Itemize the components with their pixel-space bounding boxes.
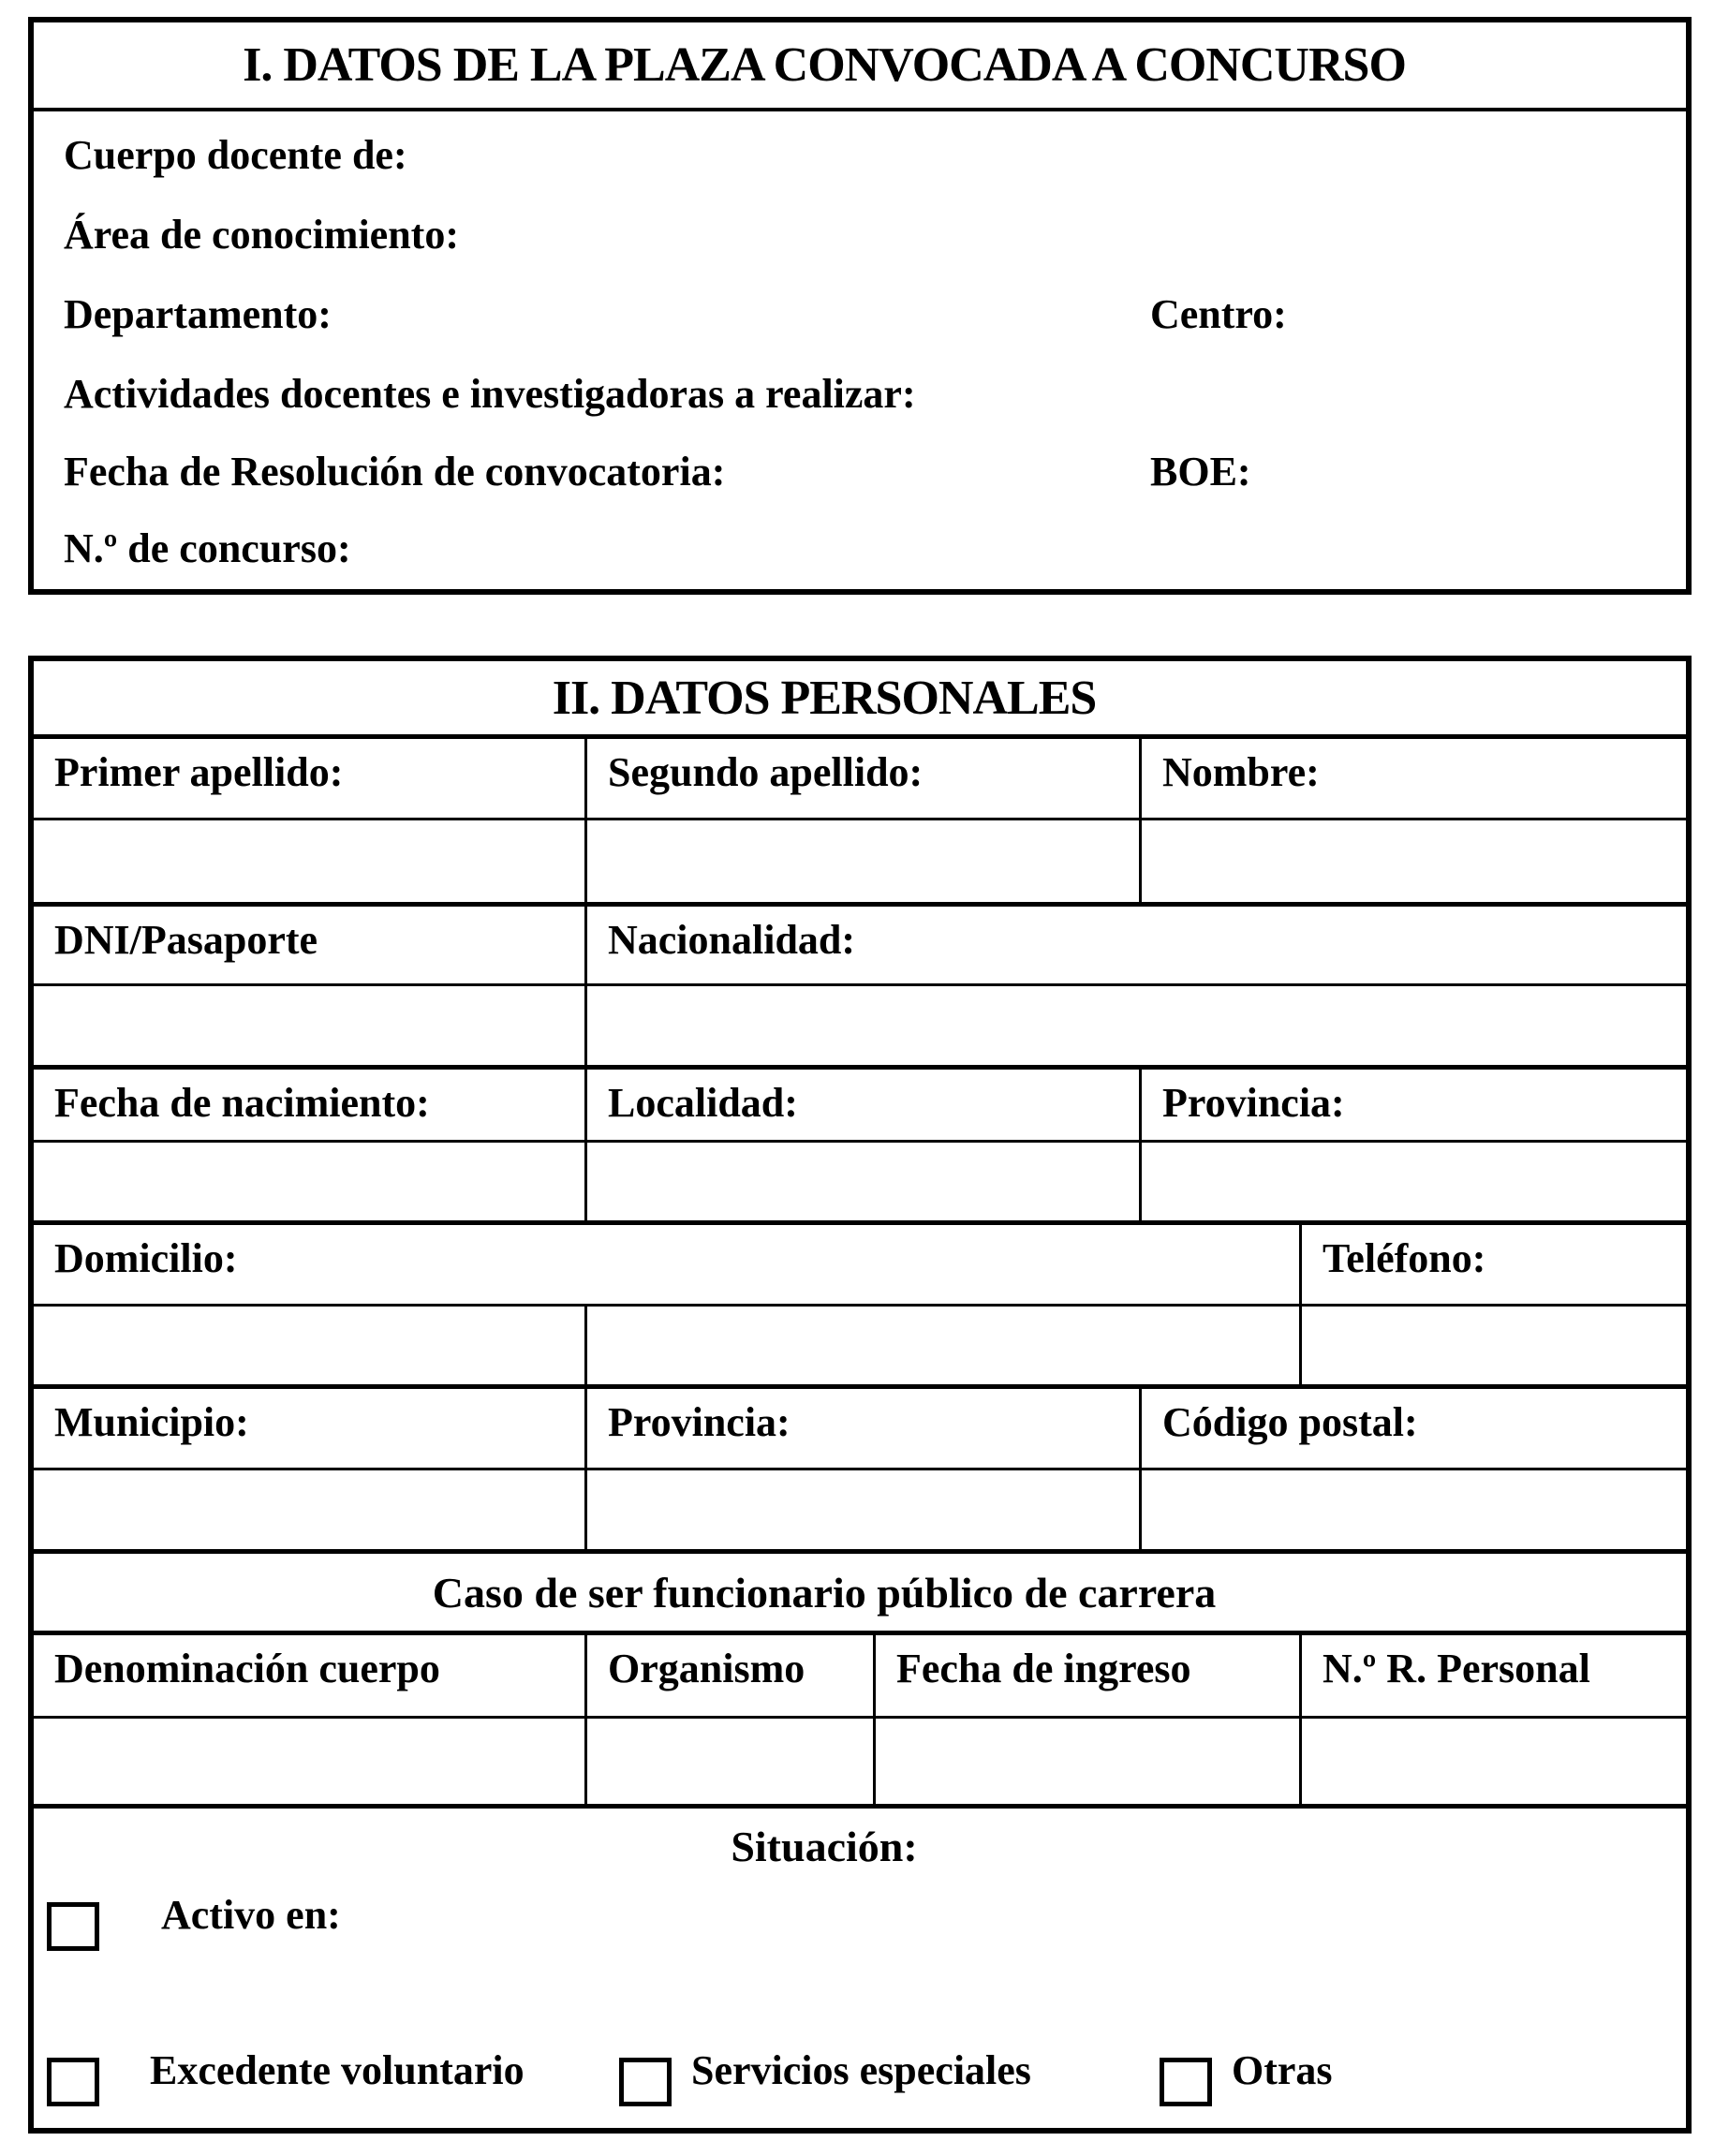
checkbox-otras[interactable]	[1160, 2058, 1212, 2106]
section-plaza-title: I. DATOS DE LA PLAZA CONVOCADA A CONCURSO	[243, 38, 1406, 92]
answer-municipio[interactable]	[34, 1470, 587, 1549]
checkbox-excedente[interactable]	[47, 2058, 99, 2106]
label-excedente-voluntario: Excedente voluntario	[150, 2047, 525, 2093]
label-departamento: Departamento:	[64, 291, 332, 337]
answer-localidad[interactable]	[587, 1143, 1142, 1220]
answer-fecha-nacimiento[interactable]	[34, 1143, 587, 1220]
label-centro: Centro:	[1150, 291, 1287, 337]
label-fecha-resolucion: Fecha de Resolución de convocatoria:	[64, 449, 726, 495]
row-nacimiento-answers	[34, 1143, 1686, 1225]
answer-provincia-nacimiento[interactable]	[1142, 1143, 1686, 1220]
label-nombre: Nombre:	[1162, 749, 1320, 795]
checkbox-activo[interactable]	[47, 1902, 99, 1951]
row-funcionario-header	[34, 1554, 1686, 1635]
situacion-area	[34, 1809, 1686, 2128]
answer-domicilio-2[interactable]	[587, 1307, 1302, 1384]
answer-provincia-domicilio[interactable]	[587, 1470, 1142, 1549]
row-funcionario-answers	[34, 1719, 1686, 1809]
answer-segundo-apellido[interactable]	[587, 820, 1142, 902]
label-servicios-especiales: Servicios especiales	[691, 2047, 1031, 2093]
label-primer-apellido: Primer apellido:	[34, 739, 587, 818]
section-plaza-box	[28, 17, 1692, 595]
label-codigo-postal: Código postal:	[1162, 1399, 1418, 1445]
answer-dni-pasaporte[interactable]	[34, 986, 587, 1065]
row-dni-labels	[34, 907, 1686, 986]
situacion-header	[34, 1822, 1686, 1871]
situacion-row-activo	[34, 1892, 1686, 1964]
answer-nacionalidad[interactable]	[587, 986, 1686, 1065]
label-fecha-nacimiento: Fecha de nacimiento:	[34, 1070, 587, 1140]
label-provincia-domicilio: Provincia:	[587, 1389, 1142, 1468]
answer-primer-apellido[interactable]	[34, 820, 587, 902]
answer-domicilio-1[interactable]	[34, 1307, 587, 1384]
row-funcionario-labels	[34, 1635, 1686, 1719]
label-boe: BOE:	[1150, 449, 1251, 495]
section-plaza-header	[34, 22, 1686, 111]
label-num-concurso: N.º de concurso:	[64, 525, 351, 571]
row-apellidos-answers	[34, 820, 1686, 907]
answer-denominacion-cuerpo[interactable]	[34, 1719, 587, 1804]
label-organismo: Organismo	[587, 1635, 876, 1716]
row-nacimiento-labels	[34, 1070, 1686, 1143]
row-dni-answers	[34, 986, 1686, 1070]
row-domicilio-labels	[34, 1225, 1686, 1307]
label-municipio: Municipio:	[34, 1389, 587, 1468]
label-segundo-apellido: Segundo apellido:	[587, 739, 1142, 818]
label-fecha-ingreso: Fecha de ingreso	[876, 1635, 1302, 1716]
answer-fecha-ingreso[interactable]	[876, 1719, 1302, 1804]
row-municipio-answers	[34, 1470, 1686, 1554]
answer-nombre[interactable]	[1142, 820, 1686, 902]
label-provincia-nacimiento: Provincia:	[1162, 1080, 1345, 1126]
label-area-conocimiento: Área de conocimiento:	[64, 212, 459, 258]
row-municipio-labels	[34, 1389, 1686, 1470]
answer-organismo[interactable]	[587, 1719, 876, 1804]
label-cuerpo-docente: Cuerpo docente de:	[64, 132, 407, 178]
row-apellidos-labels	[34, 739, 1686, 820]
answer-num-registro-personal[interactable]	[1302, 1719, 1686, 1804]
label-activo-en: Activo en:	[161, 1892, 341, 1938]
label-domicilio: Domicilio:	[34, 1225, 1302, 1304]
label-localidad: Localidad:	[587, 1070, 1142, 1140]
label-otras: Otras	[1232, 2047, 1333, 2093]
label-telefono: Teléfono:	[1323, 1235, 1486, 1281]
section-plaza-fields	[34, 111, 1686, 585]
answer-codigo-postal[interactable]	[1142, 1470, 1686, 1549]
answer-telefono[interactable]	[1302, 1307, 1686, 1384]
row-domicilio-answers	[34, 1307, 1686, 1389]
label-actividades: Actividades docentes e investigadoras a realizar:	[64, 371, 916, 417]
section-datos-personales-box	[28, 656, 1692, 2134]
section-datos-title: II. DATOS PERSONALES	[552, 671, 1097, 725]
section-datos-header	[34, 661, 1686, 739]
label-num-registro-personal: N.º R. Personal	[1323, 1646, 1590, 1691]
situacion-row-otras	[34, 2047, 1686, 2119]
label-denominacion-cuerpo: Denominación cuerpo	[34, 1635, 587, 1716]
funcionario-header-title: Caso de ser funcionario público de carrera	[432, 1568, 1217, 1617]
label-nacionalidad: Nacionalidad:	[608, 917, 856, 963]
checkbox-servicios[interactable]	[619, 2058, 672, 2106]
situacion-title: Situación:	[731, 1823, 918, 1870]
label-dni-pasaporte: DNI/Pasaporte	[34, 907, 587, 983]
